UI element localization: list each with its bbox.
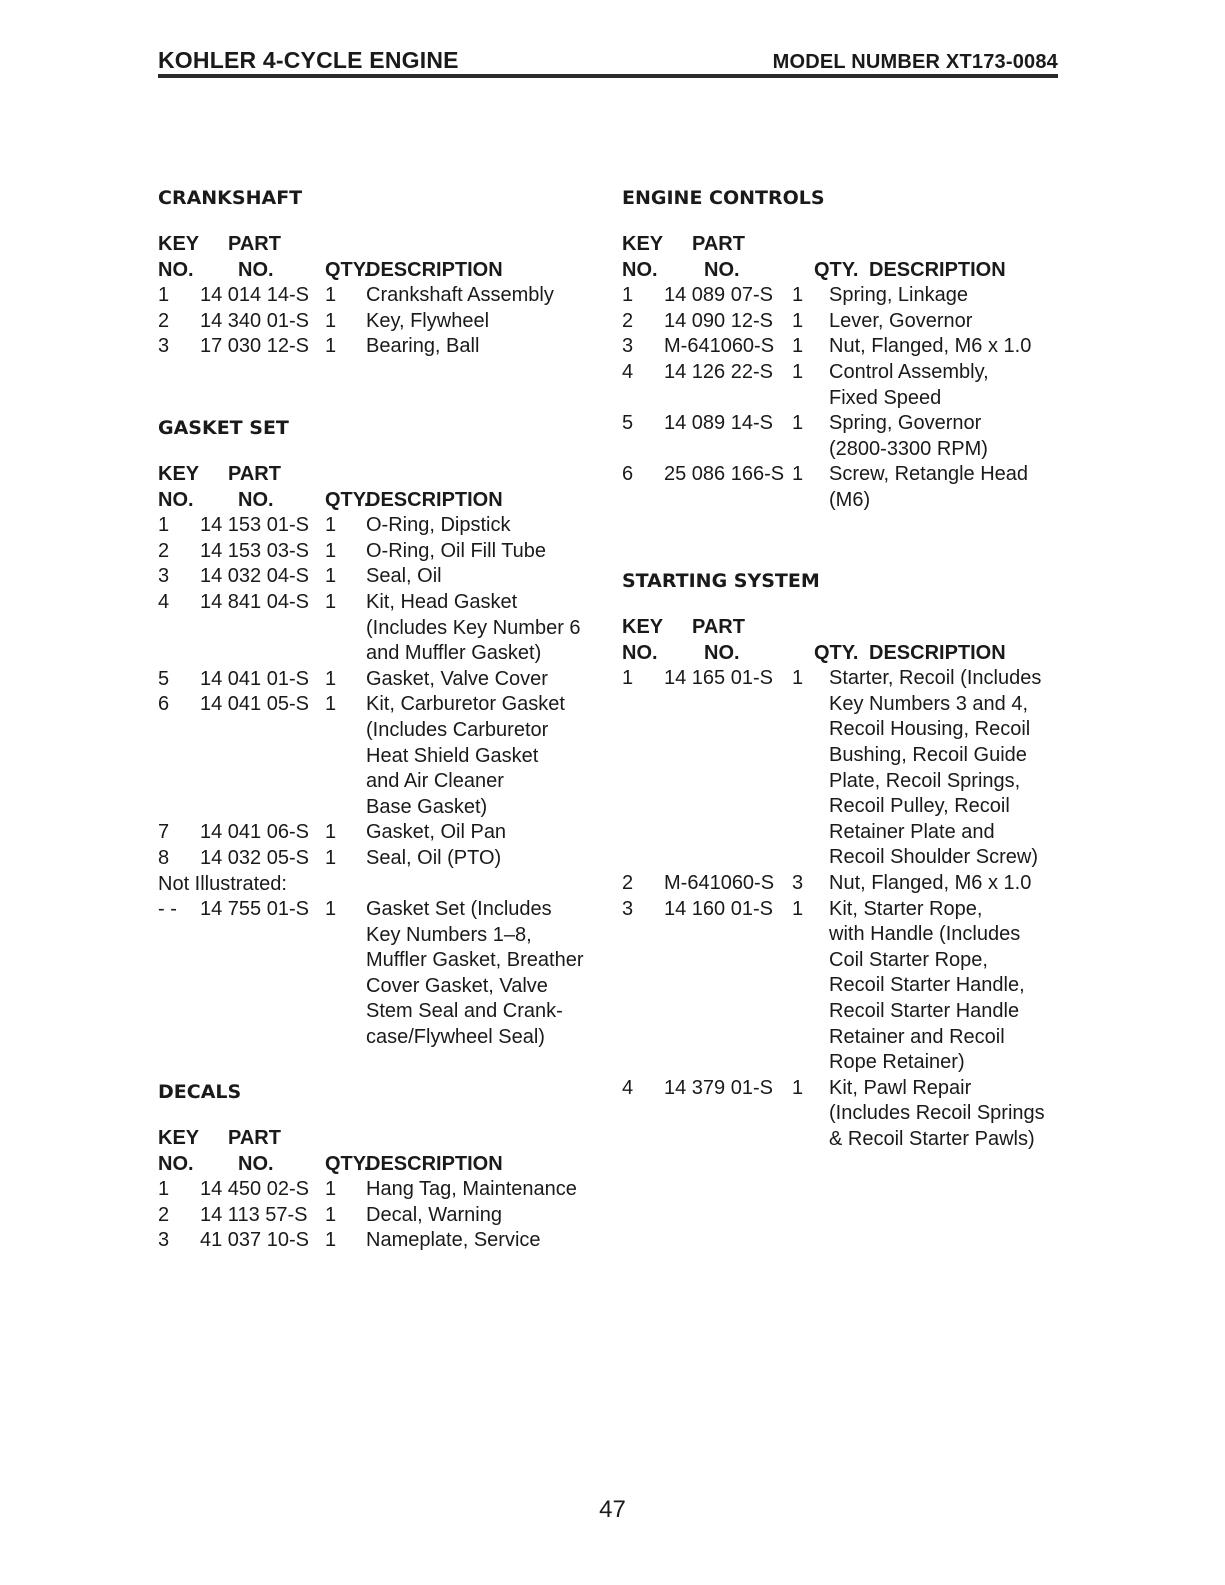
quantity: 1 [325, 898, 337, 921]
section-title: ENGINE CONTROLS [622, 187, 825, 209]
engine-controls-section [622, 186, 1062, 514]
key-number: 3 [622, 335, 634, 358]
key-number: 1 [622, 667, 634, 690]
part-number: 14 160 01-S [664, 897, 773, 920]
quantity: 1 [325, 565, 337, 588]
part-row [158, 692, 598, 820]
description: Gasket Set (Includes Key Numbers 1–8, Muffler Gasket, Breather Cover Gasket, Valve Stem Seal and Crank- case/Flywheel Seal) [366, 898, 584, 1049]
quantity: 1 [325, 1203, 337, 1226]
quantity: 1 [792, 360, 804, 383]
part-number: 14 113 57-S [200, 1203, 308, 1226]
part-row [158, 1177, 598, 1203]
part-number: 14 041 05-S [200, 693, 309, 716]
key-number: 3 [622, 897, 634, 920]
quantity: 1 [792, 309, 804, 332]
part-row [622, 462, 1062, 513]
description: Bearing, Ball [366, 335, 480, 358]
column-header-row-1: KEY PART [158, 1127, 281, 1149]
description: Lever, Governor [829, 309, 973, 332]
part-row [622, 411, 1062, 462]
part-row [158, 513, 598, 539]
quantity: 1 [325, 1178, 337, 1201]
section-title: DECALS [158, 1081, 242, 1103]
quantity: 1 [792, 463, 804, 486]
quantity: 3 [792, 871, 804, 894]
part-row [622, 871, 1062, 897]
description: Gasket, Oil Pan [366, 821, 507, 844]
quantity: 1 [325, 693, 337, 716]
quantity: 1 [325, 667, 337, 690]
parts-list-extra [158, 897, 598, 1051]
part-number: 14 032 05-S [200, 846, 309, 869]
quantity: 1 [325, 1229, 337, 1252]
description: Gasket, Valve Cover [366, 667, 548, 690]
section-title: STARTING SYSTEM [622, 570, 820, 592]
part-number: 14 014 14-S [200, 284, 309, 307]
description: Control Assembly, Fixed Speed [829, 360, 989, 409]
model-number: MODEL NUMBER XT173-0084 [772, 51, 1058, 73]
description: Nut, Flanged, M6 x 1.0 [829, 871, 1032, 894]
quantity: 1 [792, 412, 804, 435]
part-row [622, 309, 1062, 335]
part-number: M-641060-S [664, 871, 775, 894]
key-number: 2 [158, 539, 170, 562]
column-header-row-1: KEY PART [158, 463, 281, 485]
part-number: 14 089 07-S [664, 284, 773, 307]
part-number: 14 755 01-S [200, 898, 309, 921]
description: Kit, Head Gasket (Includes Key Number 6 and Muffler Gasket) [366, 590, 581, 665]
part-number: 14 126 22-S [664, 360, 773, 383]
part-row [622, 334, 1062, 360]
key-number: 4 [158, 590, 170, 613]
part-row [158, 309, 598, 335]
part-row [158, 820, 598, 846]
description: O-Ring, Oil Fill Tube [366, 539, 547, 562]
key-number: 2 [622, 871, 634, 894]
part-number: 41 037 10-S [200, 1229, 309, 1252]
description: Nameplate, Service [366, 1229, 541, 1252]
key-number: 6 [622, 463, 634, 486]
key-number: 2 [158, 309, 170, 332]
key-number: 6 [158, 693, 170, 716]
header-rule [158, 74, 1058, 78]
page-header [158, 46, 1058, 74]
quantity: 1 [325, 309, 337, 332]
description: Kit, Pawl Repair (Includes Recoil Springs & Recoil Starter Pawls) [829, 1076, 1045, 1150]
quantity: 1 [792, 335, 804, 358]
description: Seal, Oil [366, 565, 442, 588]
description: O-Ring, Dipstick [366, 514, 511, 537]
key-number: 4 [622, 1076, 634, 1099]
key-number: 1 [158, 284, 170, 307]
description: Spring, Governor (2800-3300 RPM) [829, 412, 988, 460]
key-number: 1 [158, 1178, 170, 1201]
description: Spring, Linkage [829, 284, 968, 307]
starting-system-section [622, 569, 1062, 1152]
part-number: 14 089 14-S [664, 412, 773, 435]
quantity: 1 [325, 821, 337, 844]
part-row [158, 564, 598, 590]
column-header-row-1: KEY PART [158, 233, 281, 255]
description: Key, Flywheel [366, 309, 490, 332]
quantity: 1 [792, 667, 804, 690]
key-number: 5 [158, 667, 170, 690]
column-header-row-1: KEY PART [622, 233, 745, 255]
part-row [158, 846, 598, 872]
part-row [622, 666, 1062, 871]
key-number: 3 [158, 565, 170, 588]
description: Seal, Oil (PTO) [366, 846, 502, 869]
quantity: 1 [792, 284, 804, 307]
part-row [158, 897, 598, 1051]
column-header-row-2: NO. NO. QTY. DESCRIPTION [158, 258, 503, 281]
part-number: 14 090 12-S [664, 309, 773, 332]
key-number: 1 [158, 514, 170, 537]
key-number: - - [158, 898, 177, 921]
description: Starter, Recoil (Includes Key Numbers 3 and 4, Recoil Housing, Recoil Bushing, Recoil Guide Plate, Recoil Springs, Recoil Pulley, Recoil Retainer Plate and Recoil Shoulder Screw) [829, 667, 1042, 869]
part-row [158, 590, 598, 667]
part-number: 14 041 06-S [200, 821, 309, 844]
parts-list [158, 283, 598, 360]
crankshaft-section [158, 186, 598, 360]
quantity: 1 [325, 335, 337, 358]
description: Decal, Warning [366, 1203, 502, 1226]
key-number: 4 [622, 360, 634, 383]
quantity: 1 [325, 539, 337, 562]
part-row [158, 283, 598, 309]
description: Screw, Retangle Head (M6) [829, 463, 1029, 511]
quantity: 1 [325, 284, 337, 307]
section-title: GASKET SET [158, 417, 289, 439]
key-number: 5 [622, 412, 634, 435]
column-header-row-1: KEY PART [622, 616, 745, 638]
part-number: 17 030 12-S [200, 335, 309, 358]
parts-list [158, 1177, 598, 1254]
page-number: 47 [599, 1496, 626, 1523]
section-title: CRANKSHAFT [158, 187, 303, 209]
description: Nut, Flanged, M6 x 1.0 [829, 335, 1032, 358]
part-row [622, 897, 1062, 1076]
part-number: 14 450 02-S [200, 1178, 309, 1201]
part-number: 14 041 01-S [200, 667, 309, 690]
not-illustrated-note: Not Illustrated: [158, 872, 287, 895]
quantity: 1 [325, 846, 337, 869]
column-header-row-2: NO. NO. QTY. DESCRIPTION [158, 488, 503, 511]
parts-list [158, 513, 598, 871]
part-number: 14 165 01-S [664, 667, 773, 690]
part-row [158, 539, 598, 565]
description: Crankshaft Assembly [366, 284, 554, 307]
key-number: 7 [158, 821, 170, 844]
description: Hang Tag, Maintenance [366, 1178, 577, 1201]
part-number: M-641060-S [664, 335, 775, 358]
part-row [622, 283, 1062, 309]
decals-section [158, 1080, 598, 1254]
description: Kit, Carburetor Gasket (Includes Carburetor Heat Shield Gasket and Air Cleaner Base Gasket) [366, 693, 565, 818]
parts-list [622, 666, 1062, 1152]
part-number: 14 153 03-S [200, 539, 309, 562]
column-header-row-2: NO. NO. QTY. DESCRIPTION [622, 641, 1006, 664]
part-number: 14 841 04-S [200, 590, 309, 613]
engine-title: KOHLER 4-CYCLE ENGINE [158, 47, 459, 73]
column-header-row-2: NO. NO. QTY. DESCRIPTION [158, 1152, 503, 1175]
part-number: 14 032 04-S [200, 565, 309, 588]
parts-list [622, 283, 1062, 513]
part-row [158, 667, 598, 693]
part-number: 14 340 01-S [200, 309, 309, 332]
key-number: 3 [158, 335, 170, 358]
part-number: 14 379 01-S [664, 1076, 773, 1099]
key-number: 2 [622, 309, 634, 332]
description: Kit, Starter Rope, with Handle (Includes Coil Starter Rope, Recoil Starter Handle, Recoil Starter Handle Retainer and Recoil Rope Retainer) [829, 897, 1025, 1074]
part-number: 25 086 166-S [664, 463, 785, 486]
part-row [158, 1228, 598, 1254]
key-number: 2 [158, 1203, 170, 1226]
part-row [158, 1203, 598, 1229]
column-header-row-2: NO. NO. QTY. DESCRIPTION [622, 258, 1006, 281]
key-number: 1 [622, 284, 634, 307]
quantity: 1 [792, 897, 804, 920]
key-number: 3 [158, 1229, 170, 1252]
quantity: 1 [792, 1076, 804, 1099]
part-row [158, 334, 598, 360]
quantity: 1 [325, 514, 337, 537]
gasket-set-section [158, 416, 598, 1051]
key-number: 8 [158, 846, 170, 869]
quantity: 1 [325, 590, 337, 613]
part-number: 14 153 01-S [200, 514, 309, 537]
part-row [622, 1076, 1062, 1153]
part-row [622, 360, 1062, 411]
